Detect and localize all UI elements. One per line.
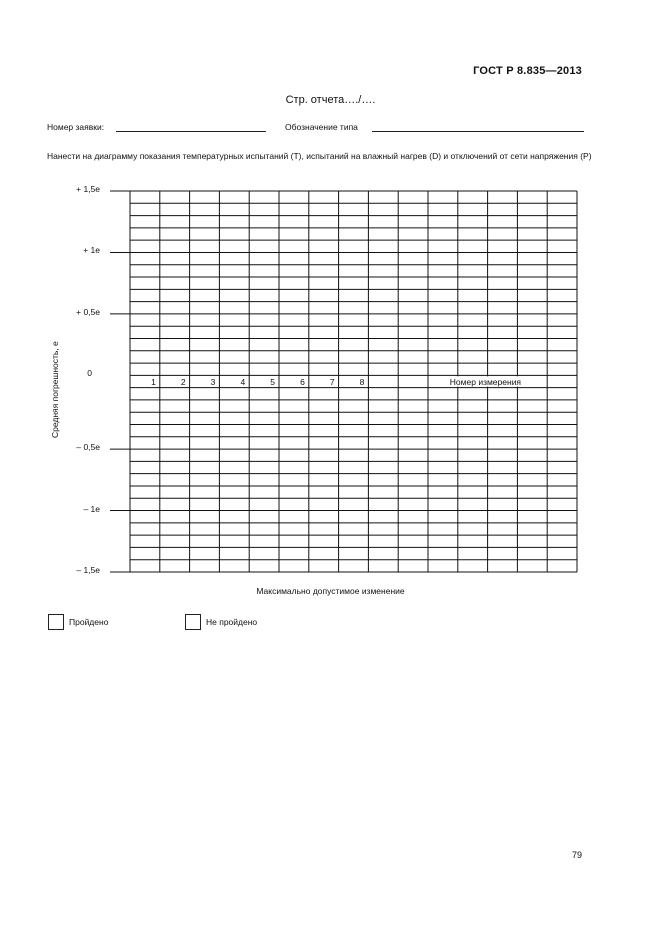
application-number-label: Номер заявки: (47, 122, 105, 132)
grid-labels (151, 376, 538, 387)
y-axis-label: Средняя погрешность, e (50, 341, 60, 438)
measurement-number: 5 (270, 377, 275, 388)
report-page-number: Стр. отчета…./…. (285, 94, 376, 106)
instruction-text: Нанести на диаграмму показания температурных испытаний (T), испытаний на влажный нагрев (D) и отключений от сети напряжения (P) (47, 151, 592, 161)
y-tick-label: – 1,5e (76, 565, 100, 575)
measurement-number: 1 (151, 377, 156, 388)
y-tick-label: + 1e (83, 245, 100, 256)
measurement-number: 2 (180, 377, 186, 388)
y-tick-label: + 1,5e (76, 184, 100, 194)
page-number: 79 (571, 850, 582, 860)
y-tick-label: + 0,5e (76, 306, 100, 317)
passed-label: Пройдено (69, 617, 109, 627)
measurement-number: 3 (210, 377, 216, 388)
measurement-number: 7 (329, 377, 335, 388)
y-tick-label: – 1e (83, 503, 100, 514)
failed-checkbox[interactable] (185, 614, 201, 630)
measurement-number: 4 (240, 377, 246, 388)
measurement-label: Номер измерения (449, 377, 522, 388)
failed-label: Не пройдено (206, 617, 258, 627)
type-designation-label: Обозначение типа (285, 122, 358, 132)
passed-checkbox[interactable] (48, 614, 64, 630)
y-tick-label: – 0,5e (76, 442, 100, 453)
standard-number: ГОСТ Р 8.835—2013 (473, 65, 582, 77)
measurement-number: 6 (300, 377, 305, 388)
y-tick-label: 0 (87, 368, 92, 379)
measurement-number: 8 (359, 377, 365, 388)
x-axis-caption: Максимально допустимое изменение (256, 586, 405, 596)
